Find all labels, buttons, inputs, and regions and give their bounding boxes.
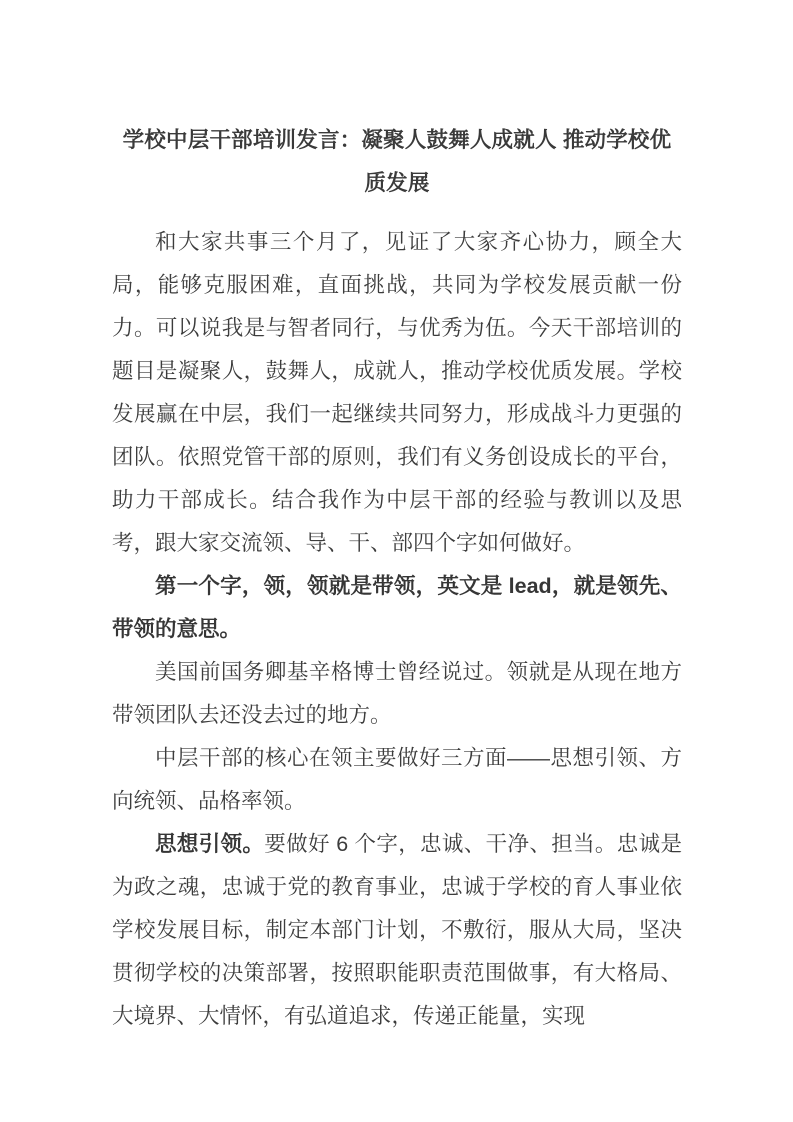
body-paragraph-4: 中层干部的核心在领主要做好三方面——思想引领、方向统领、品格率领。 — [112, 746, 682, 813]
body-paragraph-3: 美国前国务卿基辛格博士曾经说过。领就是从现在地方带领团队去还没去过的地方。 — [112, 660, 682, 727]
body-paragraph-2-heading: 第一个字，领，领就是带领，英文是 lead，就是领先、带领的意思。 — [112, 574, 682, 641]
body-paragraph-5 — [112, 823, 682, 1038]
paragraph-5-body: 要做好 6 个字，忠诚、干净、担当。忠诚是为政之魂，忠诚于党的教育事业，忠诚于学校的育人事业依学校发展目标，制定本部门计划，不敷衍，服从大局，坚决贯彻学校的决策部署，按照职能职责范围做事，有大格局、大境界、大情怀，有弘道追求，传递正能量，实现 — [112, 832, 682, 1028]
body-paragraph-1: 和大家共事三个月了，见证了大家齐心协力，顾全大局，能够克服困难，直面挑战，共同为学校发展贡献一份力。可以说我是与智者同行，与优秀为伍。今天干部培训的题目是凝聚人，鼓舞人，成就人，推动学校优质发展。学校发展赢在中层，我们一起继续共同努力，形成战斗力更强的团队。依照党管干部的原则，我们有义务创设成长的平台，助力干部成长。结合我作为中层干部的经验与教训以及思考，跟大家交流领、导、干、部四个字如何做好。 — [112, 230, 682, 555]
page-title: 学校中层干部培训发言：凝聚人鼓舞人成就人 推动学校优质发展 — [122, 128, 672, 195]
page-content-area — [112, 0, 682, 1038]
paragraph-5-lead-in: 思想引领。 — [155, 832, 265, 856]
